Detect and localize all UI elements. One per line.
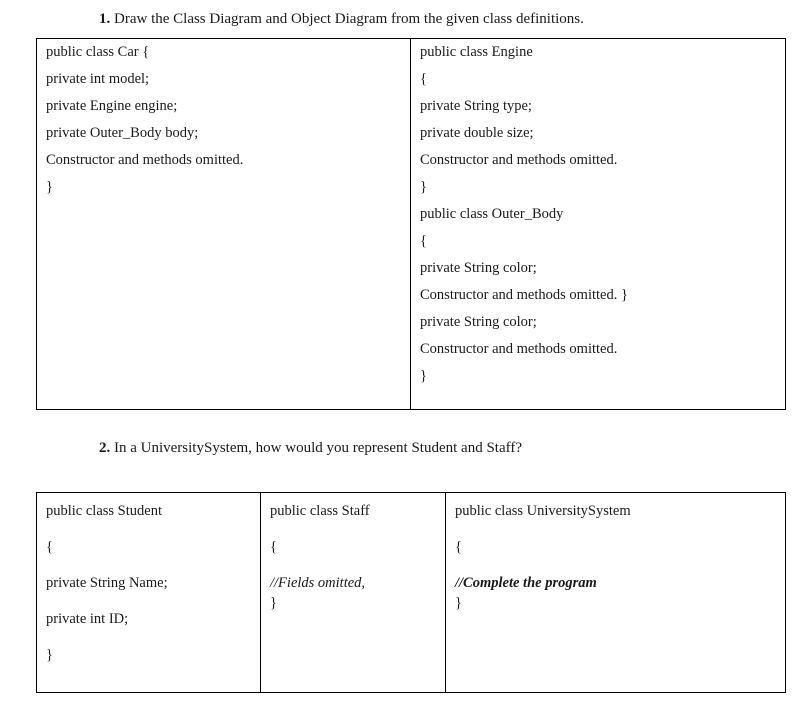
code-line: public class UniversitySystem: [455, 503, 631, 519]
code-line: private String Name;: [46, 575, 168, 591]
code-line: public class Outer_Body: [420, 206, 564, 222]
question-1-heading: [99, 11, 584, 28]
engine-class-cell: [411, 39, 786, 410]
code-line: {: [270, 539, 277, 555]
code-line: Constructor and methods omitted.: [420, 152, 618, 168]
code-line: private Outer_Body body;: [46, 125, 199, 141]
code-line: {: [420, 233, 427, 249]
code-line: }: [46, 179, 53, 195]
code-line: }: [46, 647, 53, 663]
code-line: public class Staff: [270, 503, 370, 519]
staff-class-cell: [261, 493, 446, 693]
code-line: {: [455, 539, 462, 555]
question-2-heading: [99, 440, 522, 457]
code-line: }: [420, 179, 427, 195]
code-line: private int model;: [46, 71, 150, 87]
code-line: }: [420, 368, 427, 384]
question-1-number: 1.: [99, 11, 111, 27]
question-2-code-table: [36, 492, 786, 693]
code-line: }: [455, 595, 462, 611]
question-2-text: In a UniversitySystem, how would you represent Student and Staff?: [114, 440, 522, 456]
code-line: {: [46, 539, 53, 555]
code-line: Constructor and methods omitted. }: [420, 287, 628, 303]
code-comment: //Complete the program: [455, 575, 597, 591]
code-line: {: [420, 71, 427, 87]
code-line: private String type;: [420, 98, 532, 114]
question-1-text: Draw the Class Diagram and Object Diagram from the given class definitions.: [114, 11, 584, 27]
code-line: private int ID;: [46, 611, 129, 627]
code-line: private String color;: [420, 260, 537, 276]
code-line: }: [270, 595, 277, 611]
code-comment: //Fields omitted,: [270, 575, 366, 591]
student-class-cell: [37, 493, 261, 693]
code-line: private double size;: [420, 125, 534, 141]
question-1-code-table: [36, 38, 786, 410]
university-system-class-cell: [446, 493, 786, 693]
car-class-cell: [37, 39, 411, 410]
code-line: public class Engine: [420, 44, 533, 60]
code-line: public class Car {: [46, 44, 150, 60]
question-2-number: 2.: [99, 440, 111, 456]
code-line: public class Student: [46, 503, 162, 519]
code-line: Constructor and methods omitted.: [420, 341, 618, 357]
code-line: Constructor and methods omitted.: [46, 152, 244, 168]
code-line: private String color;: [420, 314, 537, 330]
code-line: private Engine engine;: [46, 98, 178, 114]
